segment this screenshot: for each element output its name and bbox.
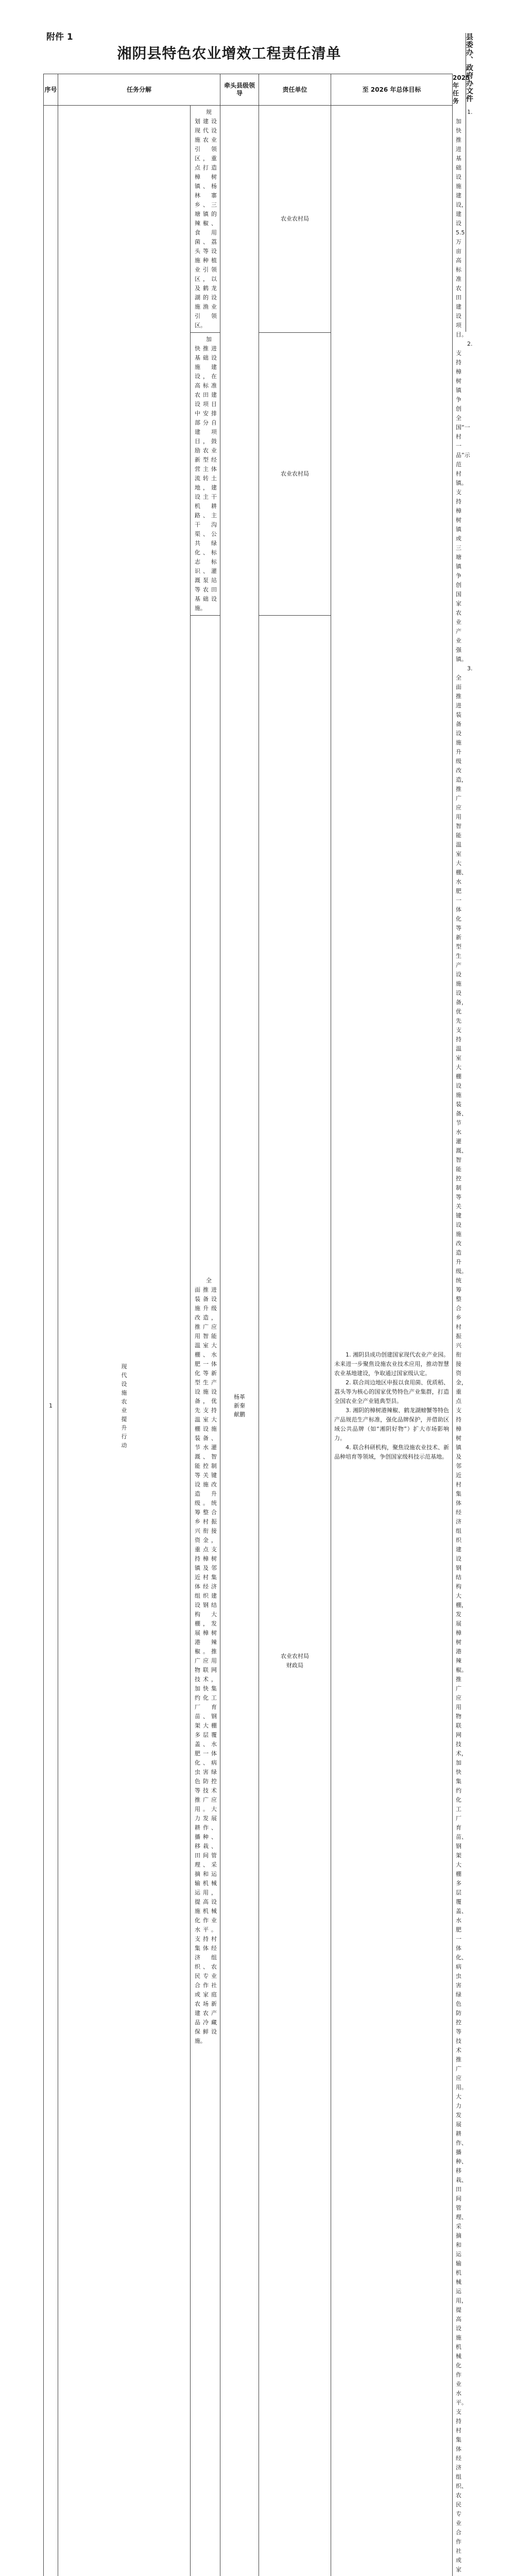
page-title: 湘阴县特色农业增效工程责任清单 — [0, 42, 458, 63]
responsibility-table — [43, 74, 453, 2576]
task-text-3: 全面推进装备设施升级改造，推广应用智能温室大棚、水肥一体化等新型生产设施设备，优先支持温室大棚设施装备、节水灌溉、智能控制等关键设施改造升级。统筹整合乡村振兴衔接资金，重点支持樟树镇及邻近村集体经济组织建设钢结构大棚，发展樟树港辣椒。推广应用物联网技术，加快集约化工厂育苗、钢架大棚多层覆盖、水肥一体化、病虫害绿色防控等技术推广应用。大力发展耕作、播种、移栽、田间管理、采摘和运输机械运用，提高设施机械化作业水平。支持村集体经济组织、农民专业合作社或家庭农场新建农产品冷藏保鲜设施。 — [195, 1276, 217, 2046]
task-text-2: 加快推进基础设施建设，在高标准农田建设项目中安排部分自建项目，鼓励农业新型经营主体流转土地，建设主干机耕路、主干沟渠、公共绿化、标志标识、灌溉泵站等农田基础设施。 — [195, 335, 217, 613]
unit-3-label: 农业农村局财政局 — [280, 1652, 311, 1670]
col-header-seq: 序号 — [44, 74, 58, 106]
side-note: 县委办、政府办文件 — [464, 33, 474, 103]
goal-4: 4. 联合科研机构，聚焦设施农业技术、新品种培育等领域，争创国家级科技示范基地。 — [334, 1443, 449, 1462]
row-lead — [220, 106, 259, 2576]
col-header-lead: 牵头县级领导 — [220, 74, 259, 106]
task-item-3 — [191, 616, 220, 2576]
row-seq: 1 — [44, 106, 58, 2576]
unit-3 — [259, 616, 331, 2576]
goal-1: 1. 湘阴县成功创建国家现代农业产业园。未来进一步聚焦设施农业技术应用，推动智慧农业基地建设，争取通过国家级认定。 — [334, 1350, 449, 1378]
col-header-task: 任务分解 — [58, 74, 220, 106]
unit-1: 农业农村局 — [259, 106, 331, 333]
row-action-label: 现代设施农业提升行动 — [121, 1362, 128, 1450]
col-header-goal: 至 2026 年总体目标 — [331, 74, 453, 106]
table-header-row: 序号 任务分解 牵头县级领导 责任单位 至 2026 年总体目标 2025 年任务 — [44, 74, 453, 106]
goal-3: 3. 湘阴的樟树港辣椒、鹤龙湖螃蟹等特色产品规范生产标准，强化品牌保护，并借助区域公共品牌（如“湘阴好物”）扩大市场影响力。 — [334, 1406, 449, 1443]
task-item-1 — [191, 106, 220, 333]
goal-2: 2. 联合周边地区申报以食用菌、优质稻、荔头等为核心的国家优势特色产业集群，打造全国农业全产业链典型县。 — [334, 1378, 449, 1406]
task-text-1: 规划建设现代设施农业引领区，重点打造樟树镇、杨林寨乡、三塘镇的辣椒、食用菌、荔头等设施种植业引领区，以及鹤龙湖的设施渔业引领区。 — [195, 108, 217, 330]
row-lead-label: 杨革新秦献鹏 — [232, 1393, 247, 1419]
task-item-2 — [191, 333, 220, 616]
unit-2: 农业农村局 — [259, 333, 331, 616]
table-row: 1 现代设施农业提升行动 规划建设现代设施农业引领区，重点打造樟树镇、杨林寨乡、三塘镇的辣椒、食用菌、荔头等设施种植业引领区，以及鹤龙湖的设施渔业引领区。 杨革新秦献鹏 农业农村局 1. 湘阴县成功创建国家现代农业产业园。未来进一步聚焦设施农业技术应用，推动智慧农业基地建设，争取通过国家级认定。 2. 联合周边地区申报以食用菌、优质稻、荔头等为核心的国家优势特色产业集群，打造全国农业全产业链典型县。 3. 湘阴的樟树港辣椒、鹤龙湖螃蟹等特色产品规范生产标准，强化品牌保护，并借助区域公共品牌（如“湘阴好物”）扩大市场影响力。 4. 联合科研机构，聚焦设施农业技术、新品种培育等领域，争创国家级科技示范基地。 1. 加快推进基础设施建设，建设 5.5 万亩高标准农田建设项目。 2. 支持樟树镇争创全国“一村一品”示范村镇。支持樟树镇或三塘镇争创国家农业产业强镇。 3. 全面推进装备设施升级改造，推广应用智能温室大棚、水肥一体化等新型生产设施设备，优先支持温室大棚设施装备、节水灌溉、智能控制等关键设施改造升级。统筹整合乡村振兴衔接资金，重点支持樟树镇及邻近村集体经济组织建设钢结构大棚，发展樟树港辣椒。推广应用物联网技术，加快集约化工厂育苗、钢架大棚多层覆盖、水肥一体化、病虫害绿色防控等技术推广应用。大力发展耕作、播种、移栽、田间管理、采摘和运输机械运用，提高设施机械化作业水平。支持村集体经济组织、农民专业合作社或家 — [44, 106, 453, 333]
row-goals — [331, 106, 453, 2576]
row-action — [58, 106, 191, 2576]
col-header-unit: 责任单位 — [259, 74, 331, 106]
attachment-label: 附件 1 — [46, 29, 73, 42]
